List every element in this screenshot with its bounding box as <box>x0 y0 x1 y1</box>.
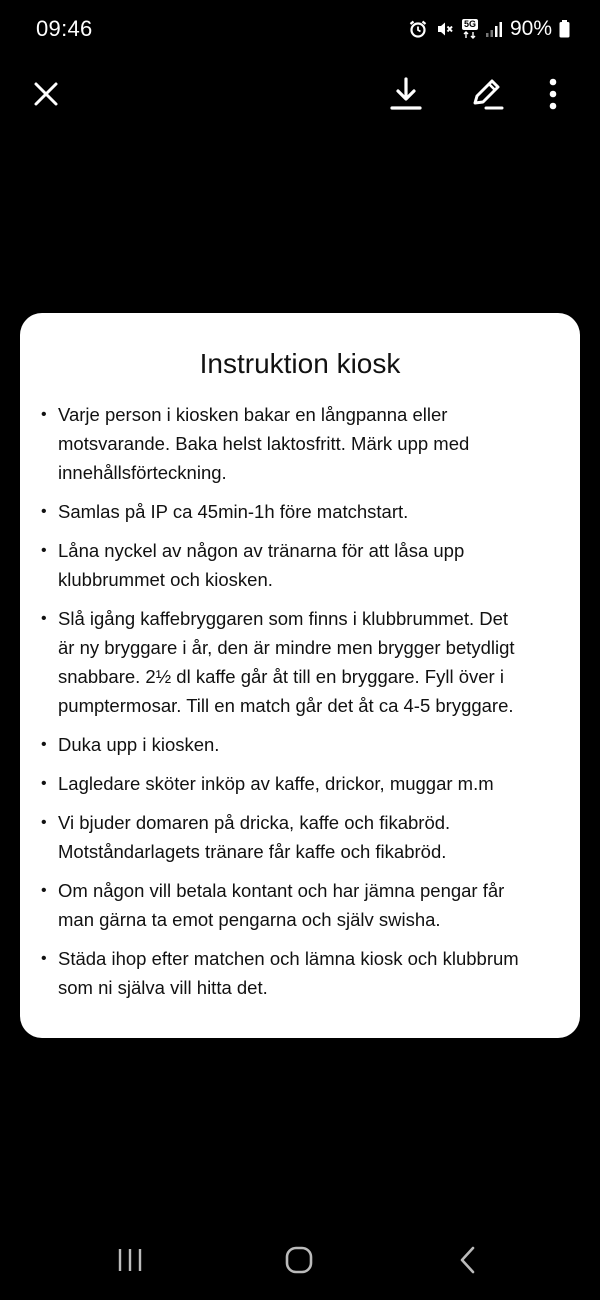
alarm-icon <box>408 19 428 39</box>
battery-icon <box>559 20 570 38</box>
top-toolbar <box>0 62 600 124</box>
list-item-line: Varje person i kiosken bakar en långpanna eller <box>58 404 448 425</box>
list-item-line: Motståndarlagets tränare får kaffe och fikabröd. <box>58 841 447 862</box>
battery-percent: 90% <box>509 17 552 40</box>
download-button[interactable] <box>382 70 430 118</box>
edit-button[interactable] <box>463 70 511 118</box>
network-indicator <box>462 19 478 39</box>
data-arrows-icon <box>463 31 477 39</box>
network-badge: 5G <box>463 19 476 29</box>
list-item-line: är ny bryggare i år, den är mindre men brygger betydligt <box>58 637 515 658</box>
list-item-line: Om någon vill betala kontant och har jämna pengar får <box>58 880 505 901</box>
bullet-icon: • <box>41 542 47 559</box>
back-icon <box>458 1245 478 1275</box>
list-item <box>41 604 578 720</box>
close-icon <box>33 81 59 107</box>
list-item-line: Låna nyckel av någon av tränarna för att låsa upp <box>58 540 465 561</box>
home-button[interactable] <box>269 1237 329 1283</box>
list-item-line: Slå igång kaffebryggaren som finns i klubbrummet. Det <box>58 608 509 629</box>
edit-icon <box>469 76 505 112</box>
list-item-line: Städa ihop efter matchen och lämna kiosk och klubbrum <box>58 948 519 969</box>
bullet-icon: • <box>41 775 47 792</box>
list-item-line: snabbare. 2½ dl kaffe går åt till en bryggare. Fyll över i <box>58 666 504 687</box>
list-item-line: innehållsförteckning. <box>58 462 227 483</box>
close-button[interactable] <box>22 70 70 118</box>
list-item <box>41 944 578 1002</box>
document-title: Instruktion kiosk <box>199 348 401 379</box>
list-item-line: pumptermosar. Till en match går det åt ca 4-5 bryggare. <box>58 695 514 716</box>
recents-icon <box>116 1247 144 1273</box>
more-vert-icon <box>547 77 559 111</box>
bullet-icon: • <box>41 950 47 967</box>
list-item <box>41 769 578 798</box>
list-item <box>41 400 578 487</box>
list-item-line: Duka upp i kiosken. <box>58 734 220 755</box>
list-item-line: Lagledare sköter inköp av kaffe, drickor, muggar m.m <box>58 773 494 794</box>
status-icons <box>408 15 570 43</box>
signal-icon <box>485 20 503 38</box>
bullet-icon: • <box>41 406 47 423</box>
bullet-icon: • <box>41 610 47 627</box>
list-item-line: klubbrummet och kiosken. <box>58 569 273 590</box>
list-item <box>41 730 578 759</box>
list-item-line: som ni själva vill hitta det. <box>58 977 268 998</box>
list-item <box>41 876 578 934</box>
back-button[interactable] <box>438 1237 498 1283</box>
list-item <box>41 497 578 526</box>
recents-button[interactable] <box>100 1237 160 1283</box>
bullet-icon: • <box>41 503 47 520</box>
download-icon <box>389 76 423 112</box>
status-time: 09:46 <box>36 16 93 41</box>
list-item-line: Vi bjuder domaren på dricka, kaffe och fikabröd. <box>58 812 451 833</box>
bullet-icon: • <box>41 736 47 753</box>
bullet-icon: • <box>41 882 47 899</box>
mute-icon <box>435 19 455 39</box>
navigation-bar <box>0 1225 600 1295</box>
list-item <box>41 536 578 594</box>
list-item <box>41 808 578 866</box>
more-options-button[interactable] <box>529 70 577 118</box>
home-icon <box>284 1245 314 1275</box>
list-item-line: motsvarande. Baka helst laktosfritt. Märk upp med <box>58 433 470 454</box>
bullet-icon: • <box>41 814 47 831</box>
instruction-list <box>41 400 578 1012</box>
status-bar <box>0 0 600 58</box>
document-image[interactable] <box>20 313 580 1038</box>
list-item-line: man gärna ta emot pengarna och själv swisha. <box>58 909 441 930</box>
list-item-line: Samlas på IP ca 45min-1h före matchstart. <box>58 501 409 522</box>
